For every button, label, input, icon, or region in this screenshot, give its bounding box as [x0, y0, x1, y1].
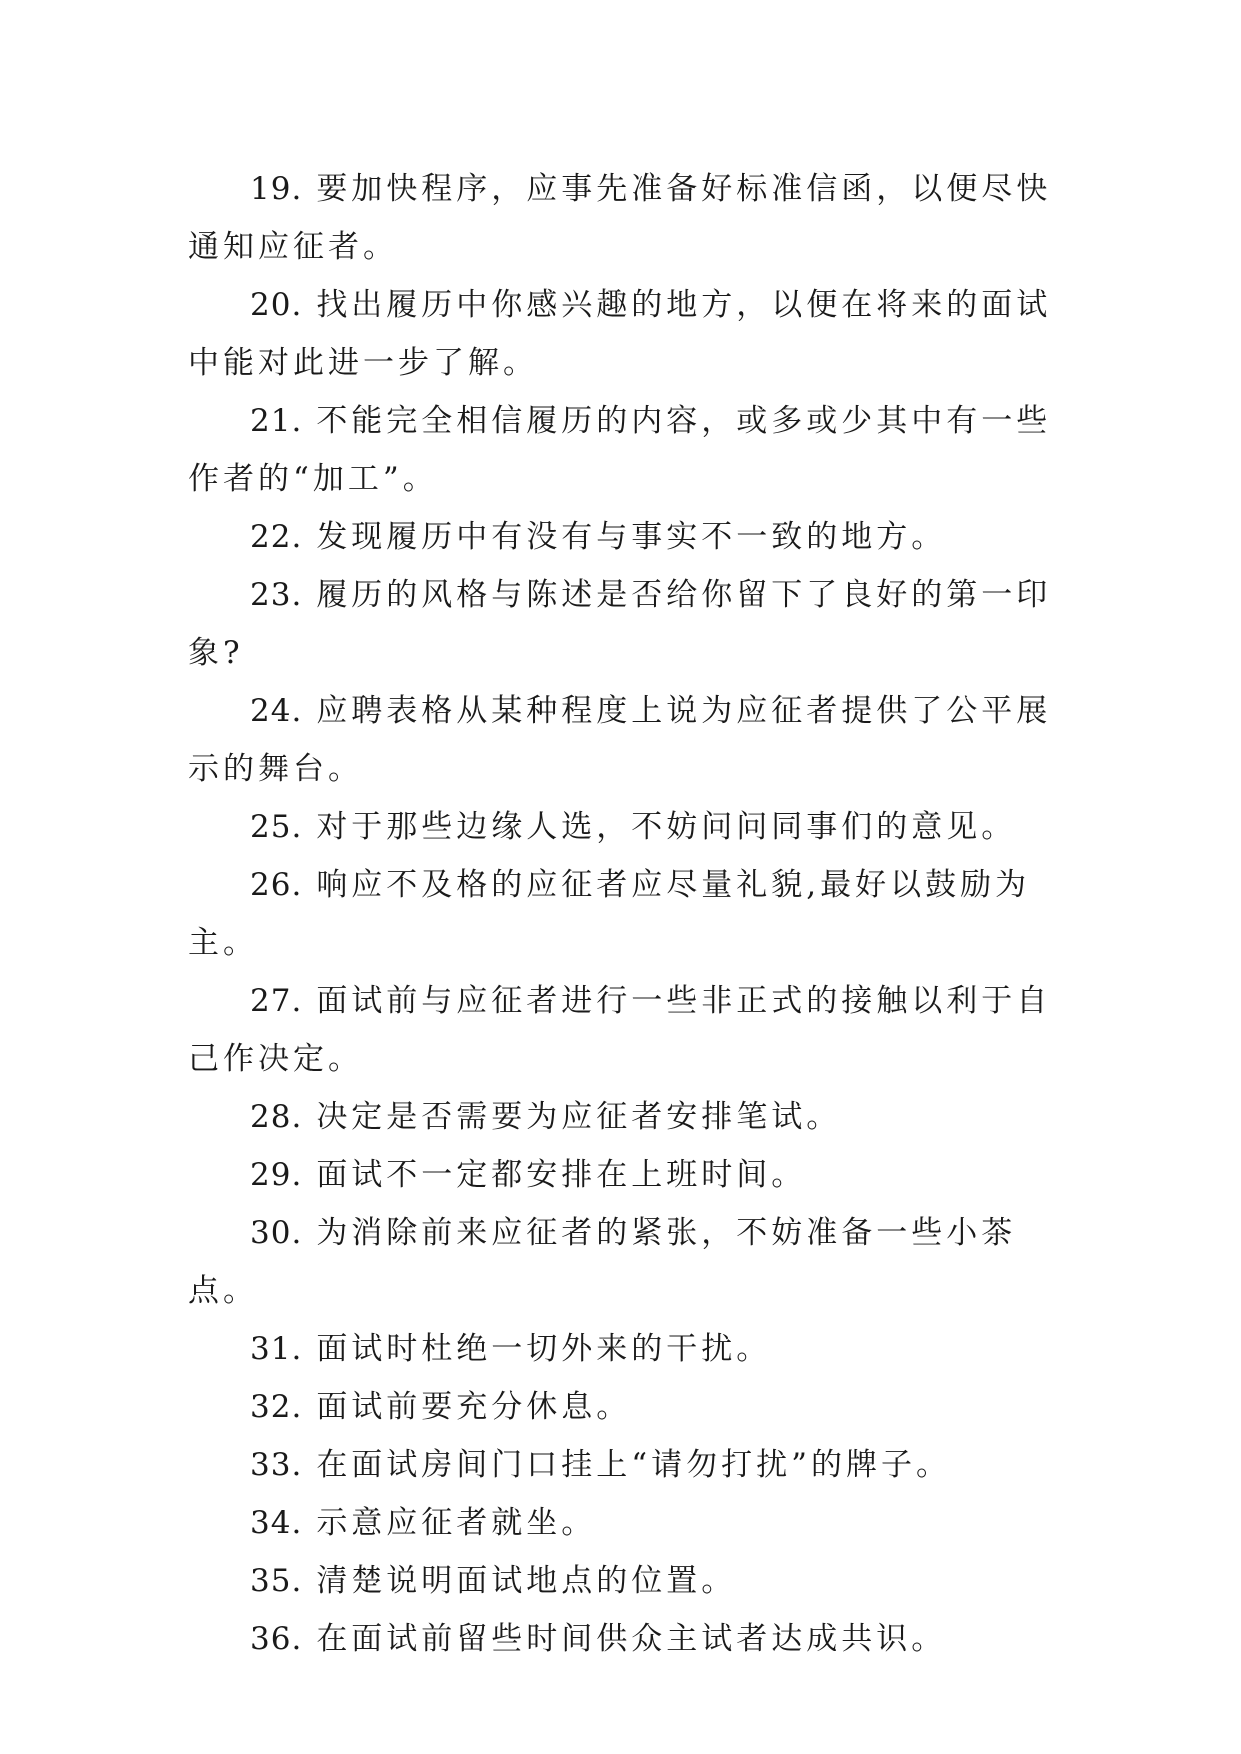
item-text: 清楚说明面试地点的位置。: [316, 1563, 737, 1599]
item-number: 35.: [250, 1563, 303, 1599]
numbered-list: [188, 160, 1068, 1668]
item-text: 对于那些边缘人选，不妨问问同事们的意见。: [316, 809, 1017, 845]
item-text: 应聘表格从某种程度上说为应征者提供了公平展示的舞台。: [188, 693, 1052, 787]
item-number: 27.: [250, 983, 303, 1019]
item-text: 面试前与应征者进行一些非正式的接触以利于自己作决定。: [188, 983, 1052, 1077]
list-item-29: [188, 1146, 1068, 1204]
list-item-26: [188, 856, 1068, 972]
item-text: 面试不一定都安排在上班时间。: [316, 1157, 807, 1193]
item-number: 25.: [250, 809, 303, 845]
item-text: 履历的风格与陈述是否给你留下了良好的第一印象?: [188, 577, 1052, 671]
item-number: 29.: [250, 1157, 303, 1193]
item-number: 33.: [250, 1447, 303, 1483]
list-item-30: [188, 1204, 1068, 1320]
item-number: 20.: [250, 287, 303, 323]
list-item-27: [188, 972, 1068, 1088]
list-item-20: [188, 276, 1068, 392]
item-number: 26.: [250, 867, 303, 903]
list-item-23: [188, 566, 1068, 682]
list-item-34: [188, 1494, 1068, 1552]
item-number: 36.: [250, 1621, 303, 1657]
item-text: 在面试前留些时间供众主试者达成共识。: [316, 1621, 947, 1657]
list-item-19: [188, 160, 1068, 276]
item-text: 示意应征者就坐。: [316, 1505, 597, 1541]
list-item-25: [188, 798, 1068, 856]
list-item-32: [188, 1378, 1068, 1436]
item-number: 21.: [250, 403, 303, 439]
list-item-24: [188, 682, 1068, 798]
item-number: 28.: [250, 1099, 303, 1135]
list-item-35: [188, 1552, 1068, 1610]
list-item-33: [188, 1436, 1068, 1494]
item-text: 不能完全相信履历的内容，或多或少其中有一些作者的“加工”。: [188, 403, 1052, 497]
item-text: 发现履历中有没有与事实不一致的地方。: [316, 519, 947, 555]
item-number: 32.: [250, 1389, 303, 1425]
list-item-21: [188, 392, 1068, 508]
item-text: 找出履历中你感兴趣的地方，以便在将来的面试中能对此进一步了解。: [188, 287, 1052, 381]
item-number: 24.: [250, 693, 303, 729]
item-number: 22.: [250, 519, 303, 555]
list-item-28: [188, 1088, 1068, 1146]
list-item-22: [188, 508, 1068, 566]
item-number: 30.: [250, 1215, 303, 1251]
item-text: 决定是否需要为应征者安排笔试。: [316, 1099, 842, 1135]
item-number: 19.: [250, 171, 303, 207]
list-item-31: [188, 1320, 1068, 1378]
item-text: 在面试房间门口挂上“请勿打扰”的牌子。: [316, 1447, 952, 1483]
list-item-36: [188, 1610, 1068, 1668]
item-text: 面试时杜绝一切外来的干扰。: [316, 1331, 772, 1367]
item-text: 响应不及格的应征者应尽量礼貌,最好以鼓励为主。: [188, 867, 1031, 961]
item-number: 31.: [250, 1331, 303, 1367]
item-text: 要加快程序，应事先准备好标准信函，以便尽快通知应征者。: [188, 171, 1052, 265]
item-text: 面试前要充分休息。: [316, 1389, 632, 1425]
item-number: 23.: [250, 577, 303, 613]
item-number: 34.: [250, 1505, 303, 1541]
item-text: 为消除前来应征者的紧张，不妨准备一些小茶点。: [188, 1215, 1017, 1309]
